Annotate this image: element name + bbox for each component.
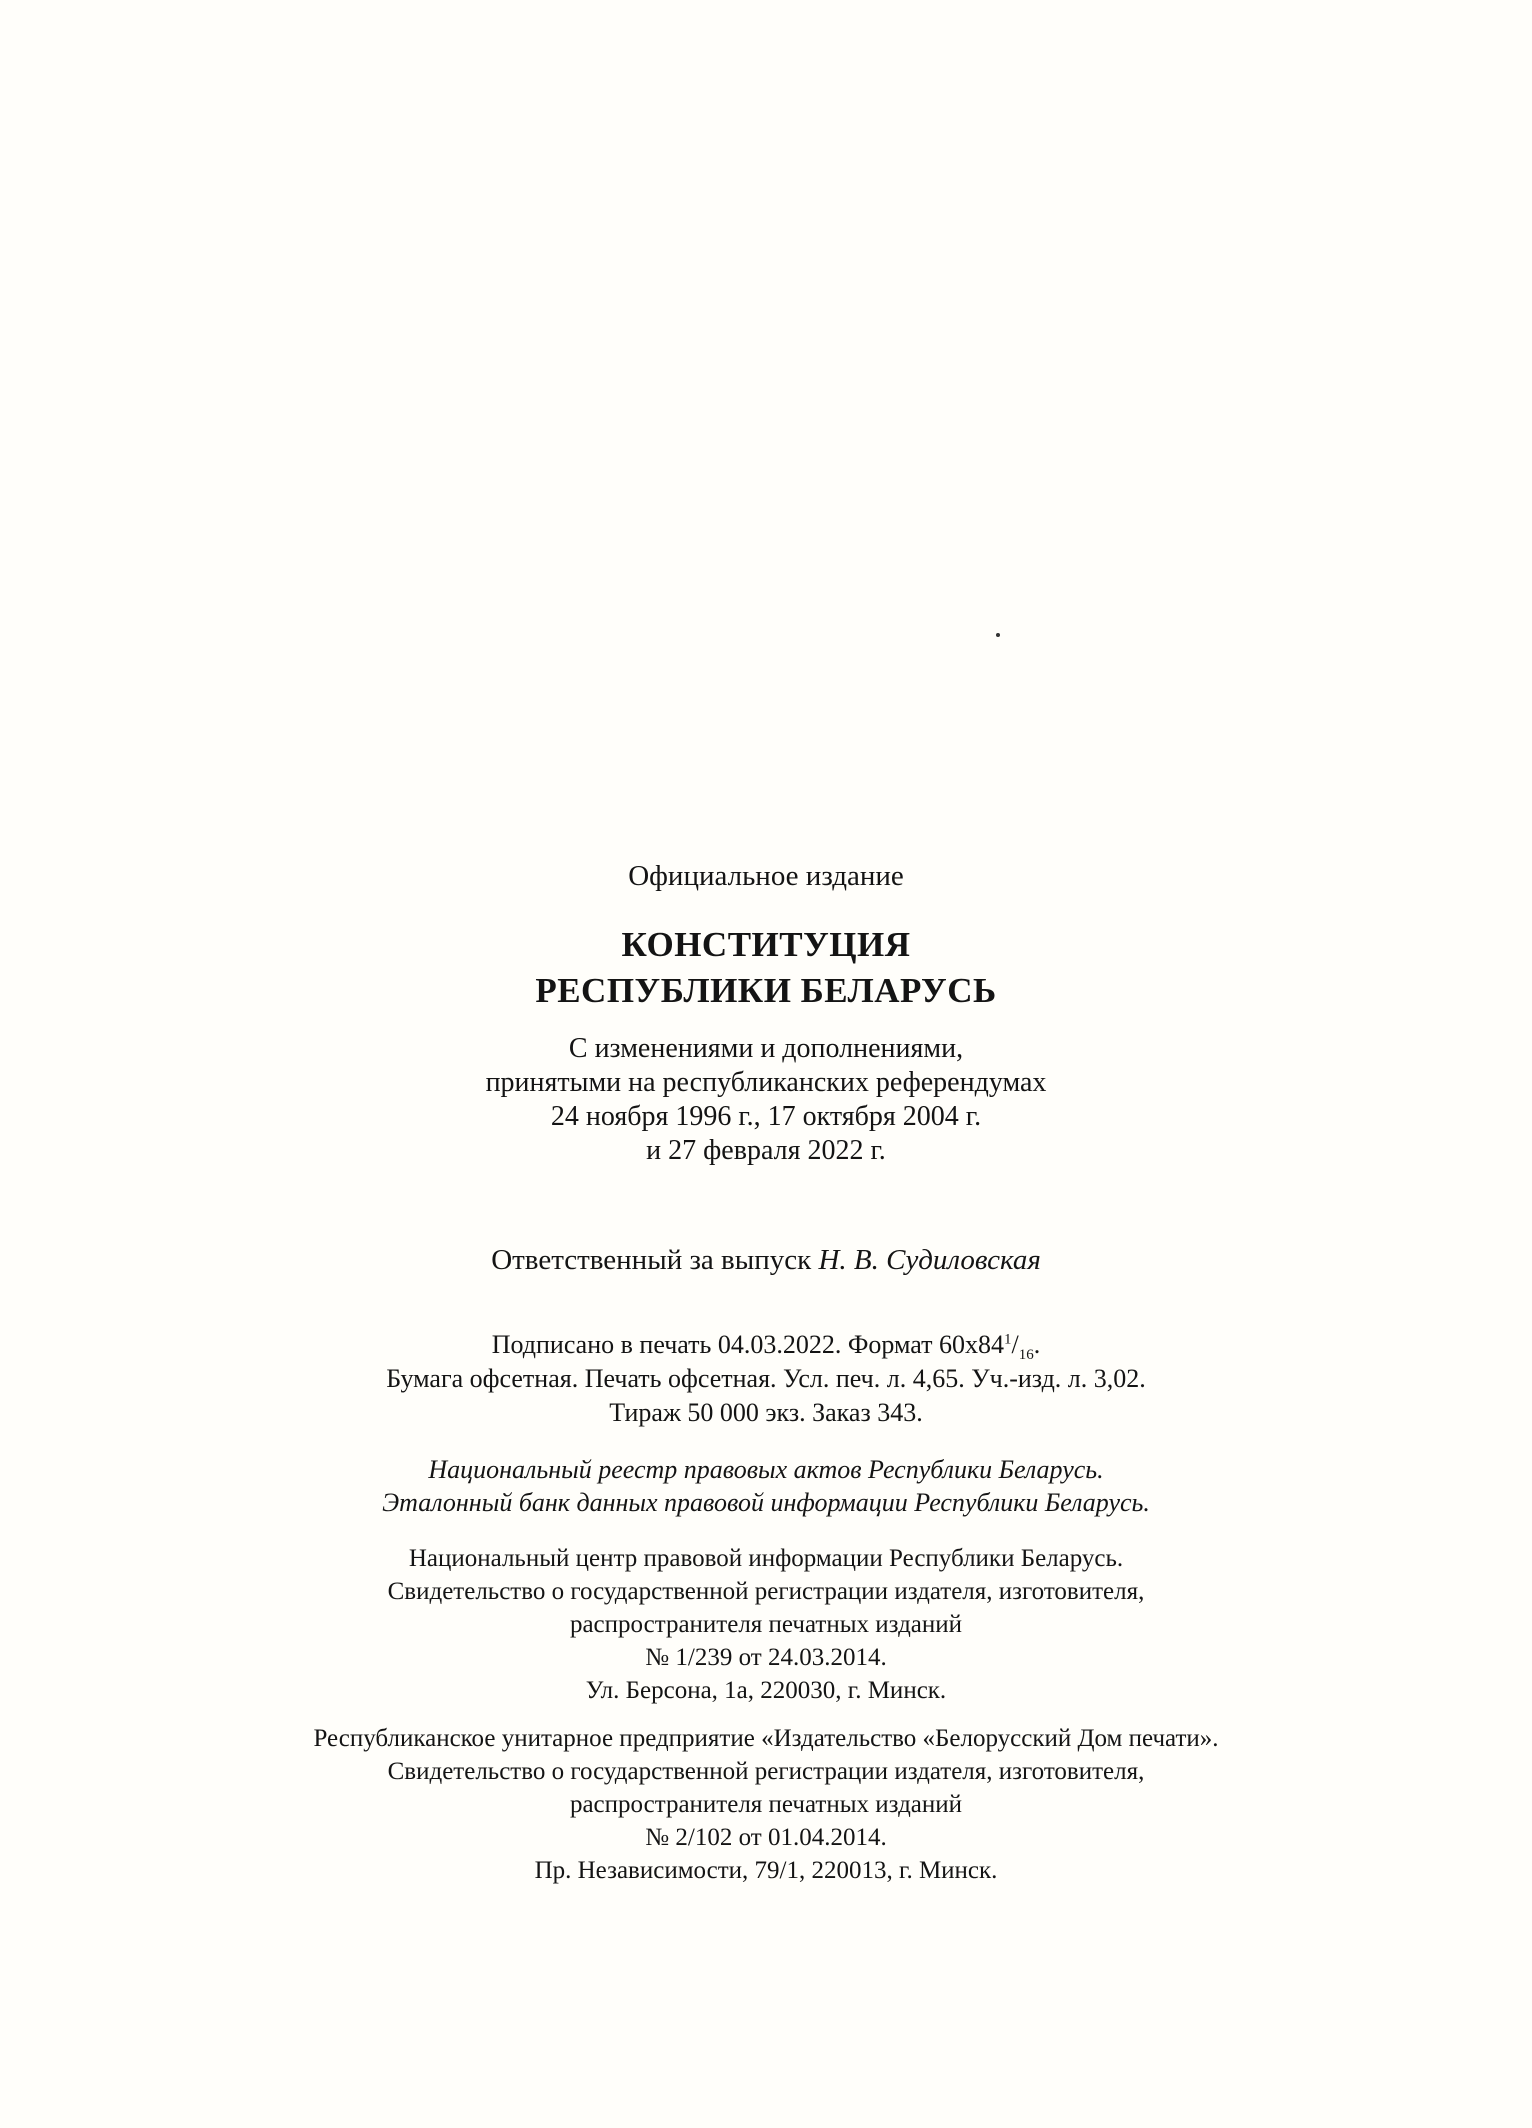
- ncpi-line-2: Свидетельство о государственной регистрации издателя, изготовителя,: [387, 1578, 1145, 1605]
- edition-label: [0, 858, 1532, 894]
- ncpi-line-4: № 1/239 от 24.03.2014.: [645, 1644, 887, 1671]
- format-separator: /: [1011, 1330, 1019, 1359]
- publisher-line-2: Свидетельство о государственной регистрации издателя, изготовителя,: [387, 1758, 1145, 1785]
- print-details: [0, 1328, 1532, 1430]
- signed-text: Подписано в печать 04.03.2022. Формат 60x84: [491, 1330, 1005, 1359]
- edition-label-text: Официальное издание: [628, 860, 904, 892]
- amendments-line-4: и 27 февраля 2022 г.: [646, 1135, 886, 1166]
- publisher-line-5: Пр. Независимости, 79/1, 220013, г. Минск.: [534, 1857, 998, 1884]
- amendments-line-3: 24 ноября 1996 г., 17 октября 2004 г.: [550, 1101, 982, 1132]
- amendments-note: [0, 1032, 1532, 1168]
- publisher-line-1: Республиканское унитарное предприятие «Издательство «Белорусский Дом печати».: [313, 1725, 1219, 1752]
- responsible-editor: [0, 1242, 1532, 1278]
- document-title: [0, 922, 1532, 1014]
- publisher-line-4: № 2/102 от 01.04.2014.: [645, 1824, 887, 1851]
- amendments-line-2: принятыми на республиканских референдумах: [485, 1067, 1047, 1098]
- format-denominator: 16: [1018, 1347, 1034, 1364]
- responsible-name: Н. В. Судиловская: [818, 1244, 1041, 1276]
- format-end: .: [1033, 1330, 1041, 1359]
- ncpi-line-1: Национальный центр правовой информации Республики Беларусь.: [408, 1545, 1124, 1572]
- publisher-line-3: распространителя печатных изданий: [569, 1791, 963, 1818]
- title-line-2: РЕСПУБЛИКИ БЕЛАРУСЬ: [535, 971, 997, 1010]
- responsible-label: Ответственный за выпуск: [491, 1244, 812, 1276]
- paper-line: Бумага офсетная. Печать офсетная. Усл. печ. л. 4,65. Уч.-изд. л. 3,02.: [386, 1364, 1146, 1393]
- register-line-1: Национальный реестр правовых актов Республики Беларусь.: [428, 1455, 1104, 1484]
- run-line: Тираж 50 000 экз. Заказ 343.: [609, 1398, 923, 1427]
- format-numerator: 1: [1004, 1331, 1012, 1348]
- registers-note: [0, 1453, 1532, 1519]
- title-line-1: КОНСТИТУЦИЯ: [621, 925, 911, 964]
- responsible-line: [0, 1242, 1532, 1278]
- stray-dot: [996, 633, 1000, 637]
- amendments-line-1: С изменениями и дополнениями,: [568, 1033, 964, 1064]
- register-line-2: Эталонный банк данных правовой информации Республики Беларусь.: [382, 1488, 1150, 1517]
- signed-line: [0, 1328, 1532, 1362]
- ncpi-line-5: Ул. Берсона, 1а, 220030, г. Минск.: [585, 1677, 947, 1704]
- ncpi-info: [0, 1542, 1532, 1707]
- ncpi-line-3: распространителя печатных изданий: [569, 1611, 963, 1638]
- publisher-info: [0, 1722, 1532, 1887]
